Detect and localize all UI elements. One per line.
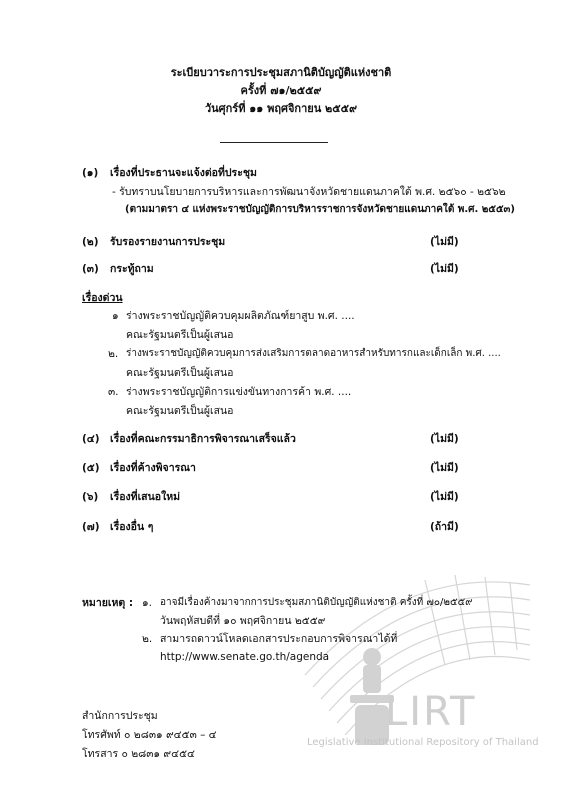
urgent-2-sponsor: คณะรัฐมนตรีเป็นผู้เสนอ: [126, 367, 234, 379]
agenda-3-number: (๓): [82, 263, 99, 275]
agenda-7-note: (ถ้ามี): [430, 521, 459, 533]
lirt-logo: LIRT: [385, 689, 477, 735]
footer-office: สำนักการประชุม: [82, 710, 158, 722]
urgent-heading: เรื่องด่วน: [82, 292, 123, 304]
agenda-6-number: (๖): [82, 491, 99, 503]
agenda-3-note: (ไม่มี): [430, 263, 459, 275]
agenda-5-title: เรื่องที่ค้างพิจารณา: [110, 462, 196, 474]
agenda-7-number: (๗): [82, 521, 100, 533]
urgent-1-number: ๑: [112, 310, 119, 322]
agenda-3-title: กระทู้ถาม: [110, 263, 154, 275]
urgent-3-title: ร่างพระราชบัญญัติการแข่งขันทางการค้า พ.ศ. ....: [126, 386, 352, 398]
agenda-4-title: เรื่องที่คณะกรรมาธิการพิจารณาเสร็จแล้ว: [110, 433, 296, 445]
remark-1-text: อาจมีเรื่องค้างมาจากการประชุมสภานิติบัญญัติแห่งชาติ ครั้งที่ ๗๐/๒๕๕๙: [160, 597, 473, 608]
meeting-date: วันศุกร์ที่ ๑๑ พฤศจิกายน ๒๕๕๙: [204, 102, 358, 115]
urgent-1-sponsor: คณะรัฐมนตรีเป็นผู้เสนอ: [126, 329, 234, 341]
agenda-1-title: เรื่องที่ประธานจะแจ้งต่อที่ประชุม: [110, 167, 257, 179]
agenda-2-note: (ไม่มี): [430, 236, 459, 248]
agenda-6-note: (ไม่มี): [430, 491, 459, 503]
urgent-1-title: ร่างพระราชบัญญัติควบคุมผลิตภัณฑ์ยาสูบ พ.ศ. ....: [126, 310, 355, 322]
doc-title: ระเบียบวาระการประชุมสภานิติบัญญัติแห่งชาติ: [170, 66, 392, 79]
remark-1-number: ๑.: [142, 597, 153, 609]
agenda-6-title: เรื่องที่เสนอใหม่: [110, 491, 181, 503]
agenda-5-note: (ไม่มี): [430, 462, 459, 474]
agenda-2-title: รับรองรายงานการประชุม: [110, 236, 226, 248]
footer-fax: โทรสาร ๐ ๒๘๓๑ ๙๔๕๔: [82, 748, 195, 760]
urgent-2-number: ๒.: [108, 348, 119, 360]
agenda-2-number: (๒): [82, 236, 99, 248]
urgent-2-title: ร่างพระราชบัญญัติควบคุมการส่งเสริมการตลาดอาหารสำหรับทารกและเด็กเล็ก พ.ศ. ....: [126, 348, 501, 359]
agenda-5-number: (๕): [82, 462, 100, 474]
agenda-link[interactable]: http://www.senate.go.th/agenda: [160, 651, 330, 663]
footer-phone: โทรศัพท์ ๐ ๒๘๓๑ ๙๔๕๓ – ๔: [82, 729, 217, 741]
agenda-4-number: (๔): [82, 433, 100, 445]
remark-2-number: ๒.: [142, 633, 153, 645]
header-divider: [220, 142, 328, 143]
remark-1-date: วันพฤหัสบดีที่ ๑๐ พฤศจิกายน ๒๕๕๙: [160, 615, 326, 627]
agenda-1-subitem: - รับทราบนโยบายการบริหารและการพัฒนาจังหวัดชายแดนภาคใต้ พ.ศ. ๒๕๖๐ - ๒๕๖๒: [112, 186, 506, 198]
remarks-label: หมายเหตุ :: [82, 597, 134, 609]
remark-2-text: สามารถดาวน์โหลดเอกสารประกอบการพิจารณาได้ที่: [160, 633, 398, 645]
agenda-7-title: เรื่องอื่น ๆ: [110, 521, 154, 533]
agenda-4-note: (ไม่มี): [430, 433, 459, 445]
agenda-1-subitem-ref: (ตามมาตรา ๔ แห่งพระราชบัญญัติการบริหารราชการจังหวัดชายแดนภาคใต้ พ.ศ. ๒๕๕๓): [125, 204, 515, 215]
meeting-number: ครั้งที่ ๗๑/๒๕๕๙: [240, 84, 322, 97]
lirt-caption: Legislative Institutional Repository of Thailand: [307, 737, 539, 748]
agenda-1-number: (๑): [82, 167, 99, 179]
urgent-3-number: ๓.: [108, 386, 119, 398]
urgent-3-sponsor: คณะรัฐมนตรีเป็นผู้เสนอ: [126, 405, 234, 417]
